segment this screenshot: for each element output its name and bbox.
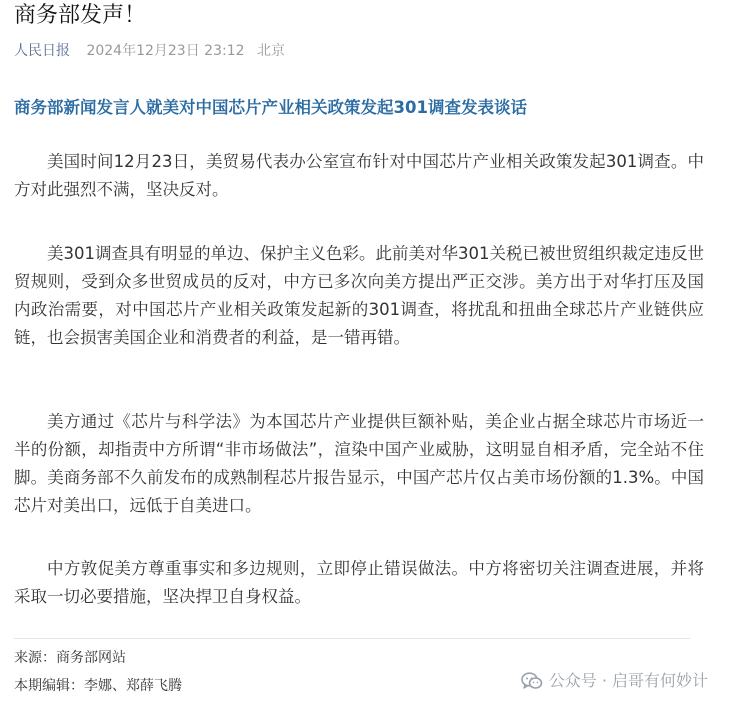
article-title: 商务部发声！	[14, 3, 147, 28]
publish-date: 2024年12月23日 23:12	[86, 43, 245, 59]
article-headline: 商务部新闻发言人就美对中国芯片产业相关政策发起301调查发表谈话	[14, 98, 527, 117]
article-paragraph: 美国时间12月23日，美贸易代表办公室宣布针对中国芯片产业相关政策发起301调查。中方对此强烈不满，坚决反对。	[14, 152, 704, 199]
wechat-watermark	[521, 669, 708, 693]
source-account-link[interactable]: 人民日报	[14, 43, 70, 59]
footer-divider	[14, 638, 690, 639]
wechat-icon	[521, 672, 543, 690]
watermark-text: 公众号 · 启哥有何妙计	[548, 671, 708, 690]
article-paragraph: 美301调查具有明显的单边、保护主义色彩。此前美对华301关税已被世贸组织裁定违反世贸规则，受到众多世贸成员的反对，中方已多次向美方提出严正交涉。美方出于对华打压及国内政治需要，对中国芯片产业相关政策发起新的301调查，将扰乱和扭曲全球芯片产业链供应链，也会损害美国企业和消费者的利益，是一错再错。	[14, 244, 704, 347]
article-meta	[14, 41, 285, 61]
article-paragraph: 美方通过《芯片与科学法》为本国芯片产业提供巨额补贴，美企业占据全球芯片市场近一半的份额，却指责中方所谓“非市场做法”，渲染中国产业威胁，这明显自相矛盾，完全站不住脚。美商务部不久前发布的成熟制程芯片报告显示，中国产芯片仅占美市场份额的1.3%。中国芯片对美出口，远低于自美进口。	[14, 412, 704, 515]
article-paragraph: 中方敦促美方尊重事实和多边规则，立即停止错误做法。中方将密切关注调查进展，并将采取一切必要措施，坚决捍卫自身权益。	[14, 559, 704, 606]
publish-location: 北京	[256, 43, 285, 59]
footer-editor: 本期编辑：李娜、郑薛飞腾	[14, 678, 182, 694]
footer-source: 来源：商务部网站	[14, 650, 126, 666]
